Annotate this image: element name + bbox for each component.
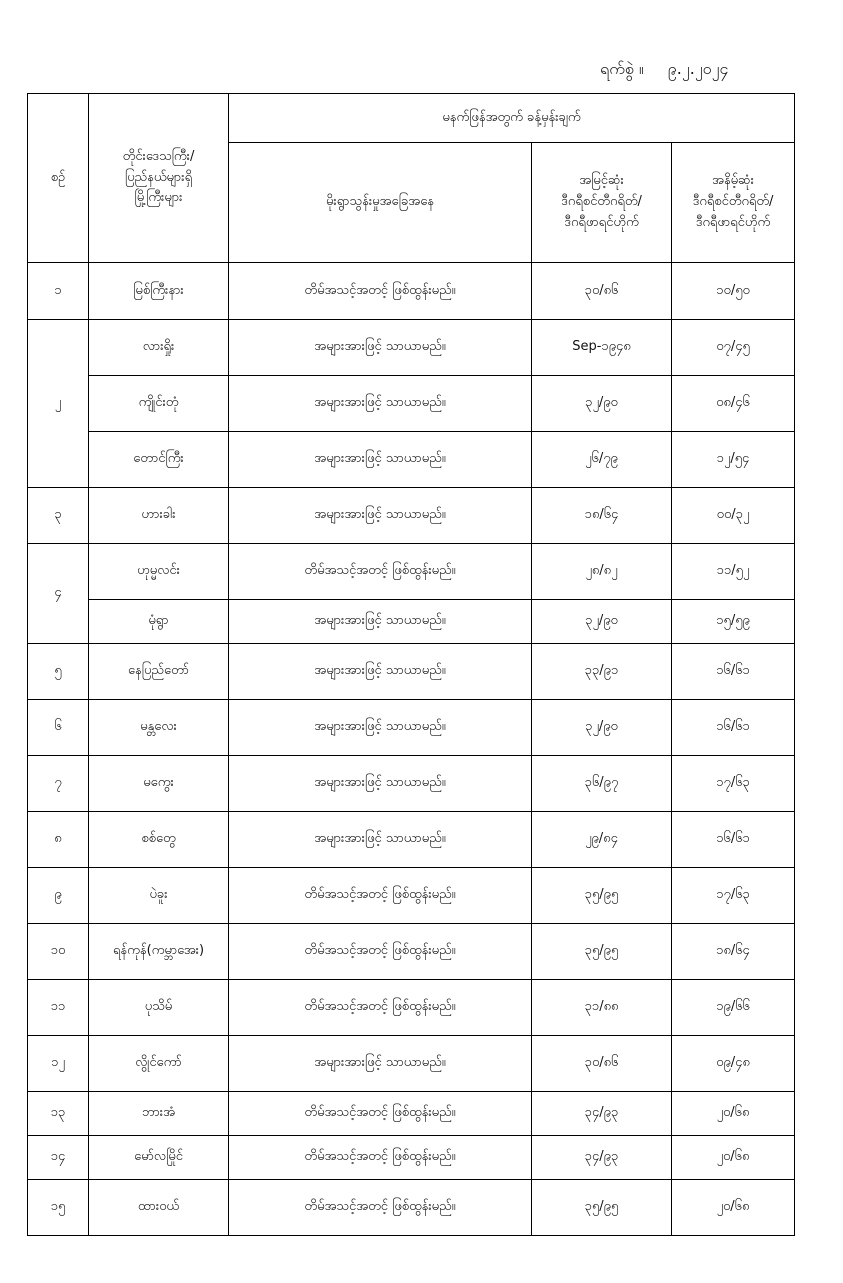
row-min: ၁၆/၆၁: [672, 700, 795, 756]
header-city: တိုင်းဒေသကြီး/ ပြည်နယ်များရှိ မြို့ကြီးများ: [89, 94, 229, 263]
row-max: ၃၅/၉၅: [532, 1180, 672, 1236]
row-weather: တိမ်အသင့်အတင့် ဖြစ်ထွန်းမည်။: [229, 980, 532, 1036]
row-weather: တိမ်အသင့်အတင့် ဖြစ်ထွန်းမည်။: [229, 1092, 532, 1136]
table-row: [28, 812, 795, 868]
row-weather: အများအားဖြင့် သာယာမည်။: [229, 432, 532, 488]
row-weather: အများအားဖြင့် သာယာမည်။: [229, 644, 532, 700]
row-city: ရန်ကုန်(ကမ္ဘာအေး): [89, 924, 229, 980]
row-no: ၈: [28, 812, 89, 868]
table-row: [28, 756, 795, 812]
row-max: ၃၂/၉၀: [532, 376, 672, 432]
table-row: [28, 644, 795, 700]
table-row: [28, 544, 795, 600]
header-weather: မိုးရွာသွန်းမှုအခြေအနေ: [229, 143, 532, 263]
table-row: [28, 1136, 795, 1180]
row-min: ၁၇/၆၃: [672, 756, 795, 812]
row-weather: အများအားဖြင့် သာယာမည်။: [229, 488, 532, 544]
table-row: [28, 924, 795, 980]
row-weather: တိမ်အသင့်အတင့် ဖြစ်ထွန်းမည်။: [229, 544, 532, 600]
row-weather: အများအားဖြင့် သာယာမည်။: [229, 320, 532, 376]
row-weather: တိမ်အသင့်အတင့် ဖြစ်ထွန်းမည်။: [229, 868, 532, 924]
row-min: ၁၉/၆၆: [672, 980, 795, 1036]
row-min: ၂၀/၆၈: [672, 1136, 795, 1180]
row-weather: တိမ်အသင့်အတင့် ဖြစ်ထွန်းမည်။: [229, 263, 532, 320]
row-min: ၁၆/၆၁: [672, 812, 795, 868]
row-max: ၂၉/၈၄: [532, 812, 672, 868]
date-line: [600, 56, 800, 84]
row-max: ၃၂/၉၀: [532, 700, 672, 756]
row-min: ၀၈/၄၆: [672, 376, 795, 432]
table-row: [28, 320, 795, 376]
table-row: [28, 1036, 795, 1092]
table-row: [28, 263, 795, 320]
row-weather: အများအားဖြင့် သာယာမည်။: [229, 756, 532, 812]
table-row: [28, 1092, 795, 1136]
table-row: [28, 700, 795, 756]
table-row: [28, 1180, 795, 1236]
row-min: ၀၇/၄၅: [672, 320, 795, 376]
forecast-table: [27, 93, 795, 1236]
row-city: လွိုင်ကော်: [89, 1036, 229, 1092]
row-weather: အများအားဖြင့် သာယာမည်။: [229, 700, 532, 756]
row-min: ၁၅/၅၉: [672, 600, 795, 644]
row-weather: အများအားဖြင့် သာယာမည်။: [229, 812, 532, 868]
row-city: ပုသိမ်: [89, 980, 229, 1036]
row-no: ၁၃: [28, 1092, 89, 1136]
row-city: မန္တလေး: [89, 700, 229, 756]
row-no: ၆: [28, 700, 89, 756]
row-weather: အများအားဖြင့် သာယာမည်။: [229, 600, 532, 644]
row-city: ထားဝယ်: [89, 1180, 229, 1236]
row-min: ၂၀/၆၈: [672, 1092, 795, 1136]
table-row: [28, 980, 795, 1036]
row-max: ၃၅/၉၅: [532, 924, 672, 980]
table-row: [28, 868, 795, 924]
row-max: ၂၆/၇၉: [532, 432, 672, 488]
row-city: တောင်ကြီး: [89, 432, 229, 488]
row-max: ၃၄/၉၃: [532, 1136, 672, 1180]
table-row: [28, 600, 795, 644]
row-max: ၃၀/၈၆: [532, 1036, 672, 1092]
row-no: ၇: [28, 756, 89, 812]
row-min: ၀၀/၃၂: [672, 488, 795, 544]
row-city: ပဲခူး: [89, 868, 229, 924]
row-city: စစ်တွေ: [89, 812, 229, 868]
row-no: ၂: [28, 320, 89, 488]
header-forecast-group: မနက်ဖြန်အတွက် ခန့်မှန်းချက်: [229, 94, 795, 143]
row-min: ၁၇/၆၃: [672, 868, 795, 924]
row-min: ၁၈/၆၄: [672, 924, 795, 980]
row-city: ဟုမ္မလင်း: [89, 544, 229, 600]
row-city: မကွေး: [89, 756, 229, 812]
date-label: ရက်စွဲ ။: [600, 59, 644, 78]
row-min: ၂၀/၆၈: [672, 1180, 795, 1236]
row-no: ၁၀: [28, 924, 89, 980]
row-no: ၄: [28, 544, 89, 644]
header-min-temp: အနိမ့်ဆုံး ဒီဂရီစင်တီဂရိတ်/ ဒီဂရီဖာရင်ဟိုက်: [672, 143, 795, 263]
row-max: Sep-၁၉၄၈: [532, 320, 672, 376]
row-min: ၁၀/၅၀: [672, 263, 795, 320]
row-no: ၁၂: [28, 1036, 89, 1092]
row-no: ၅: [28, 644, 89, 700]
table-row: [28, 432, 795, 488]
row-no: ၁: [28, 263, 89, 320]
row-city: မြစ်ကြီးနား: [89, 263, 229, 320]
row-city: ဘားအံ: [89, 1092, 229, 1136]
row-max: ၃၂/၉၀: [532, 600, 672, 644]
row-max: ၃၀/၈၆: [532, 263, 672, 320]
row-weather: အများအားဖြင့် သာယာမည်။: [229, 376, 532, 432]
row-weather: တိမ်အသင့်အတင့် ဖြစ်ထွန်းမည်။: [229, 924, 532, 980]
row-max: ၃၁/၈၈: [532, 980, 672, 1036]
header-max-temp: အမြင့်ဆုံး ဒီဂရီစင်တီဂရိတ်/ ဒီဂရီဖာရင်ဟိုက်: [532, 143, 672, 263]
row-city: မော်လမြိုင်: [89, 1136, 229, 1180]
row-city: လားရှိုး: [89, 320, 229, 376]
row-max: ၃၆/၉၇: [532, 756, 672, 812]
table-row: [28, 488, 795, 544]
row-max: ၃၃/၉၁: [532, 644, 672, 700]
row-city: ဟားခါး: [89, 488, 229, 544]
row-max: ၂၈/၈၂: [532, 544, 672, 600]
row-no: ၉: [28, 868, 89, 924]
row-no: ၁၅: [28, 1180, 89, 1236]
row-min: ၁၁/၅၂: [672, 544, 795, 600]
table-row: [28, 376, 795, 432]
row-min: ၁၆/၆၁: [672, 644, 795, 700]
row-weather: တိမ်အသင့်အတင့် ဖြစ်ထွန်းမည်။: [229, 1180, 532, 1236]
date-value: ၉.၂.၂၀၂၄: [667, 59, 729, 78]
row-city: ကျိုင်းတုံ: [89, 376, 229, 432]
row-city: နေပြည်တော်: [89, 644, 229, 700]
row-no: ၃: [28, 488, 89, 544]
row-max: ၃၅/၉၅: [532, 868, 672, 924]
row-weather: အများအားဖြင့် သာယာမည်။: [229, 1036, 532, 1092]
row-no: ၁၄: [28, 1136, 89, 1180]
row-city: မုံရွာ: [89, 600, 229, 644]
row-min: ၀၉/၄၈: [672, 1036, 795, 1092]
row-min: ၁၂/၅၄: [672, 432, 795, 488]
row-max: ၃၄/၉၃: [532, 1092, 672, 1136]
header-no: စဉ်: [28, 94, 89, 263]
row-no: ၁၁: [28, 980, 89, 1036]
row-max: ၁၈/၆၄: [532, 488, 672, 544]
row-weather: တိမ်အသင့်အတင့် ဖြစ်ထွန်းမည်။: [229, 1136, 532, 1180]
